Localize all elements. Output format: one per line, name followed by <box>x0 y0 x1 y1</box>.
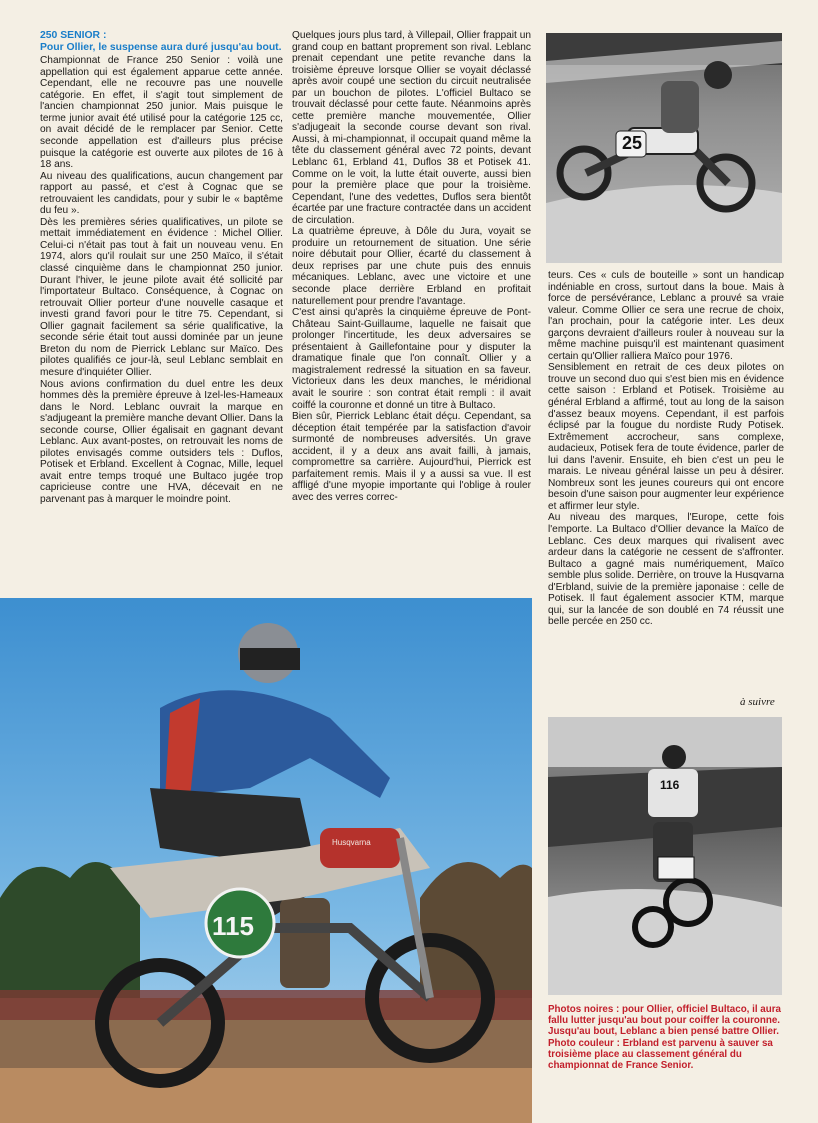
paragraph: Sensiblement en retrait de ces deux pilotes on trouve un second duo qui s'est bien mis en évidence cette saison : Erbland et Potisek. Troisième au général Erbland a affirmé, tout au long de la saison d'assez beaux moyens. Cependant, il est parfois éclipsé par la fougue du nordiste Rudy Potisek. Extrêmement accrocheur, sans complexe, audacieux, Potisek fera de toute évidence, parler de lui dans l'avenir. Ensuite, eh bien c'est un peu le marais. Le niveau général laisse un peu à désirer. Nombreux sont les jeunes coureurs qui ont encore besoin d'une saison pour augmenter leur expérience et affirmer leur style. <box>548 362 784 512</box>
paragraph: Dès les premières séries qualificatives, un pilote se mettait immédiatement en évidence : Michel Ollier. Celui-ci n'était pas tout à fait un nouveau venu. En 1974, alors qu'il roulait sur une 250 Maïco, il s'était classé cinquième dans le championnat 250 junior. Durant l'hiver, le jeune pilote avait été sollicité par l'importateur Bultaco. Conséquence, à Cognac on retrouvait Ollier porteur d'une nouvelle casaque et investi grand favori pour le titre 75. Cependant, si Ollier gagnait facilement sa série qualificative, la seconde série était tout aussi dominée par un jeune Breton du nom de Pierrick Leblanc sur Maïco. Des pilotes qualifiés ce jour-là, seul Leblanc semblait en mesure d'inquiéter Ollier. <box>40 216 283 378</box>
paragraph: Championnat de France 250 Senior : voilà une appellation qui est également apparue cette année. Cependant, elle ne recouvre pas une nouvelle catégorie. En effet, il s'agit tout simplement de l'ancien championnat 250 junior. Mais puisque le terme junior avait été utilisé pour la catégorie 125 cc, on avait décidé de le remplacer par Senior. Cette seconde appellation est d'ailleurs plus précise puisque la catégorie est ouverte aux pilotes de 16 à 18 ans. <box>40 55 283 171</box>
photo-color-rider-115 <box>0 598 532 1123</box>
article-column-2 <box>292 30 531 590</box>
paragraph: La quatrième épreuve, à Dôle du Jura, voyait se produire un retournement de situation. Une série noire débutait pour Ollier, écarté du classement à deux reprises par une chute puis des ennuis mécaniques. Leblanc, avec une victoire et une seconde place derrière Erbland en profitait naturellement pour prendre l'avantage. <box>292 226 531 307</box>
bike-brand-label: Husqvarna <box>332 838 371 847</box>
paragraph: C'est ainsi qu'après la cinquième épreuve de Pont-Château Saint-Guillaume, laquelle ne faisait que prolonger l'incertitude, les deux adversaires se présentaient à Gaillefontaine pour y disputer la dramatique finale que l'on connaît. Ollier y a magistralement redressé la situation en sa faveur. Victorieux dans les deux manches, le méridional avait le sourire : son contrat était rempli : il avait coiffé la couronne et donné un titre à Bultaco. <box>292 307 531 411</box>
article-headline: Pour Ollier, le suspense aura duré jusqu'au bout. <box>40 41 282 53</box>
caption-leblanc: Jusqu'au bout, Leblanc a bien pensé battre Ollier. <box>548 1026 779 1038</box>
photo-rider-116 <box>548 717 782 995</box>
paragraph: teurs. Ces « culs de bouteille » sont un handicap indéniable en cross, surtout dans la boue. Mais à force de persévérance, Leblanc a prouvé sa vraie valeur. Comme Ollier ce sera une recrue de choix, l'an prochain, pour la catégorie inter. Les deux garçons devraient d'ailleurs rouler à nouveau sur la même machine puisqu'il est maintenant quasiment certain qu'Ollier ralliera Maïco pour 1976. <box>548 270 784 362</box>
to-be-continued: à suivre <box>740 696 775 708</box>
paragraph: Au niveau des qualifications, aucun changement par rapport au passé, et c'est à Cognac que se retrouvaient les candidats, pour y subir le « baptême du feu ». <box>40 170 283 217</box>
article-column-3 <box>548 270 784 708</box>
paragraph: Bien sûr, Pierrick Leblanc était déçu. Cependant, sa déception était tempérée par la satisfaction d'avoir surmonté de nombreuses adversités. Un grave accident, il y a deux ans avait failli, à jamais, compromettre sa carrière. Aujourd'hui, Pierrick est parfaitement remis. Mais il y a aussi sa vue. Il est affligé d'une myopie importante qui l'oblige à rouler avec des verres correc- <box>292 411 531 503</box>
race-number-25: 25 <box>622 133 643 153</box>
race-number-116: 116 <box>660 778 680 792</box>
paragraph: Quelques jours plus tard, à Villepail, Ollier frappait un grand coup en battant proprement son rival. Leblanc prenait cependant une petite revanche dans la troisième épreuve lorsque Ollier se voyait déclassé après avoir coupé une section du circuit neutralisée par un bouchon de pilotes. L'officiel Bultaco se trouvait déclassé pour cette faute. Néanmoins après cette première manche mouvementée, Ollier s'adjugeait la seconde course devant son rival. Aussi, à mi-championnat, il occupait quand même la tête du classement général avec 72 points, devant Leblanc 61, Erbland 41, Duflos 38 et Potisek 41. Comme on le voit, la lutte était ouverte, aussi bien pour la première place que pour la troisième. Cependant, l'une des vedettes, Duflos sera bientôt écartée par une fracture contractée dans un accident de circulation. <box>292 30 531 226</box>
photo-rider-25 <box>546 33 782 263</box>
caption-black-photos: Photos noires : pour Ollier, officiel Bultaco, il aura fallu lutter jusqu'au bout pour coiffer la couronne. <box>548 1004 781 1027</box>
article-column-1 <box>40 30 283 600</box>
paragraph: Au niveau des marques, l'Europe, cette fois l'emporte. La Bultaco d'Ollier devance la Maïco de Leblanc. Ces deux marques qui rivalisent avec ardeur dans la catégorie ne cessent de s'affronter. Bultaco a gagné mais numériquement, Maïco semble plus solide. Derrière, on trouve la Husqvarna d'Erbland, suivie de la première japonaise : celle de Potisek. Il faut également associer KTM, marque qui, sur la lancée de son doublé en 74 réussit une belle percée en 250 cc. <box>548 512 784 628</box>
caption-color-photo: Photo couleur : Erbland est parvenu à sauver sa troisième place au classement général du championnat de France Senior. <box>548 1037 773 1072</box>
race-number-115: 115 <box>212 911 254 941</box>
photo-captions <box>548 1004 784 1071</box>
paragraph: Nous avions confirmation du duel entre les deux hommes dès la première épreuve à Izel-les-Hameaux dans le Nord. Leblanc ouvrait la marque en s'adjugeant la première manche devant Ollier. Dans la seconde course, Ollier égalisait en gagnant devant Leblanc. Aux avant-postes, on retrouvait les noms de pilotes envisagés comme outsiders tels : Duflos, Potisek et Erbland. Excellent à Cognac, Mille, lequel avait entre temps troqué une Bultaco jugée trop capricieuse contre une HVA, décevait en ne parvenant pas à marquer le moindre point. <box>40 378 283 505</box>
section-label: 250 SENIOR : <box>40 30 107 41</box>
